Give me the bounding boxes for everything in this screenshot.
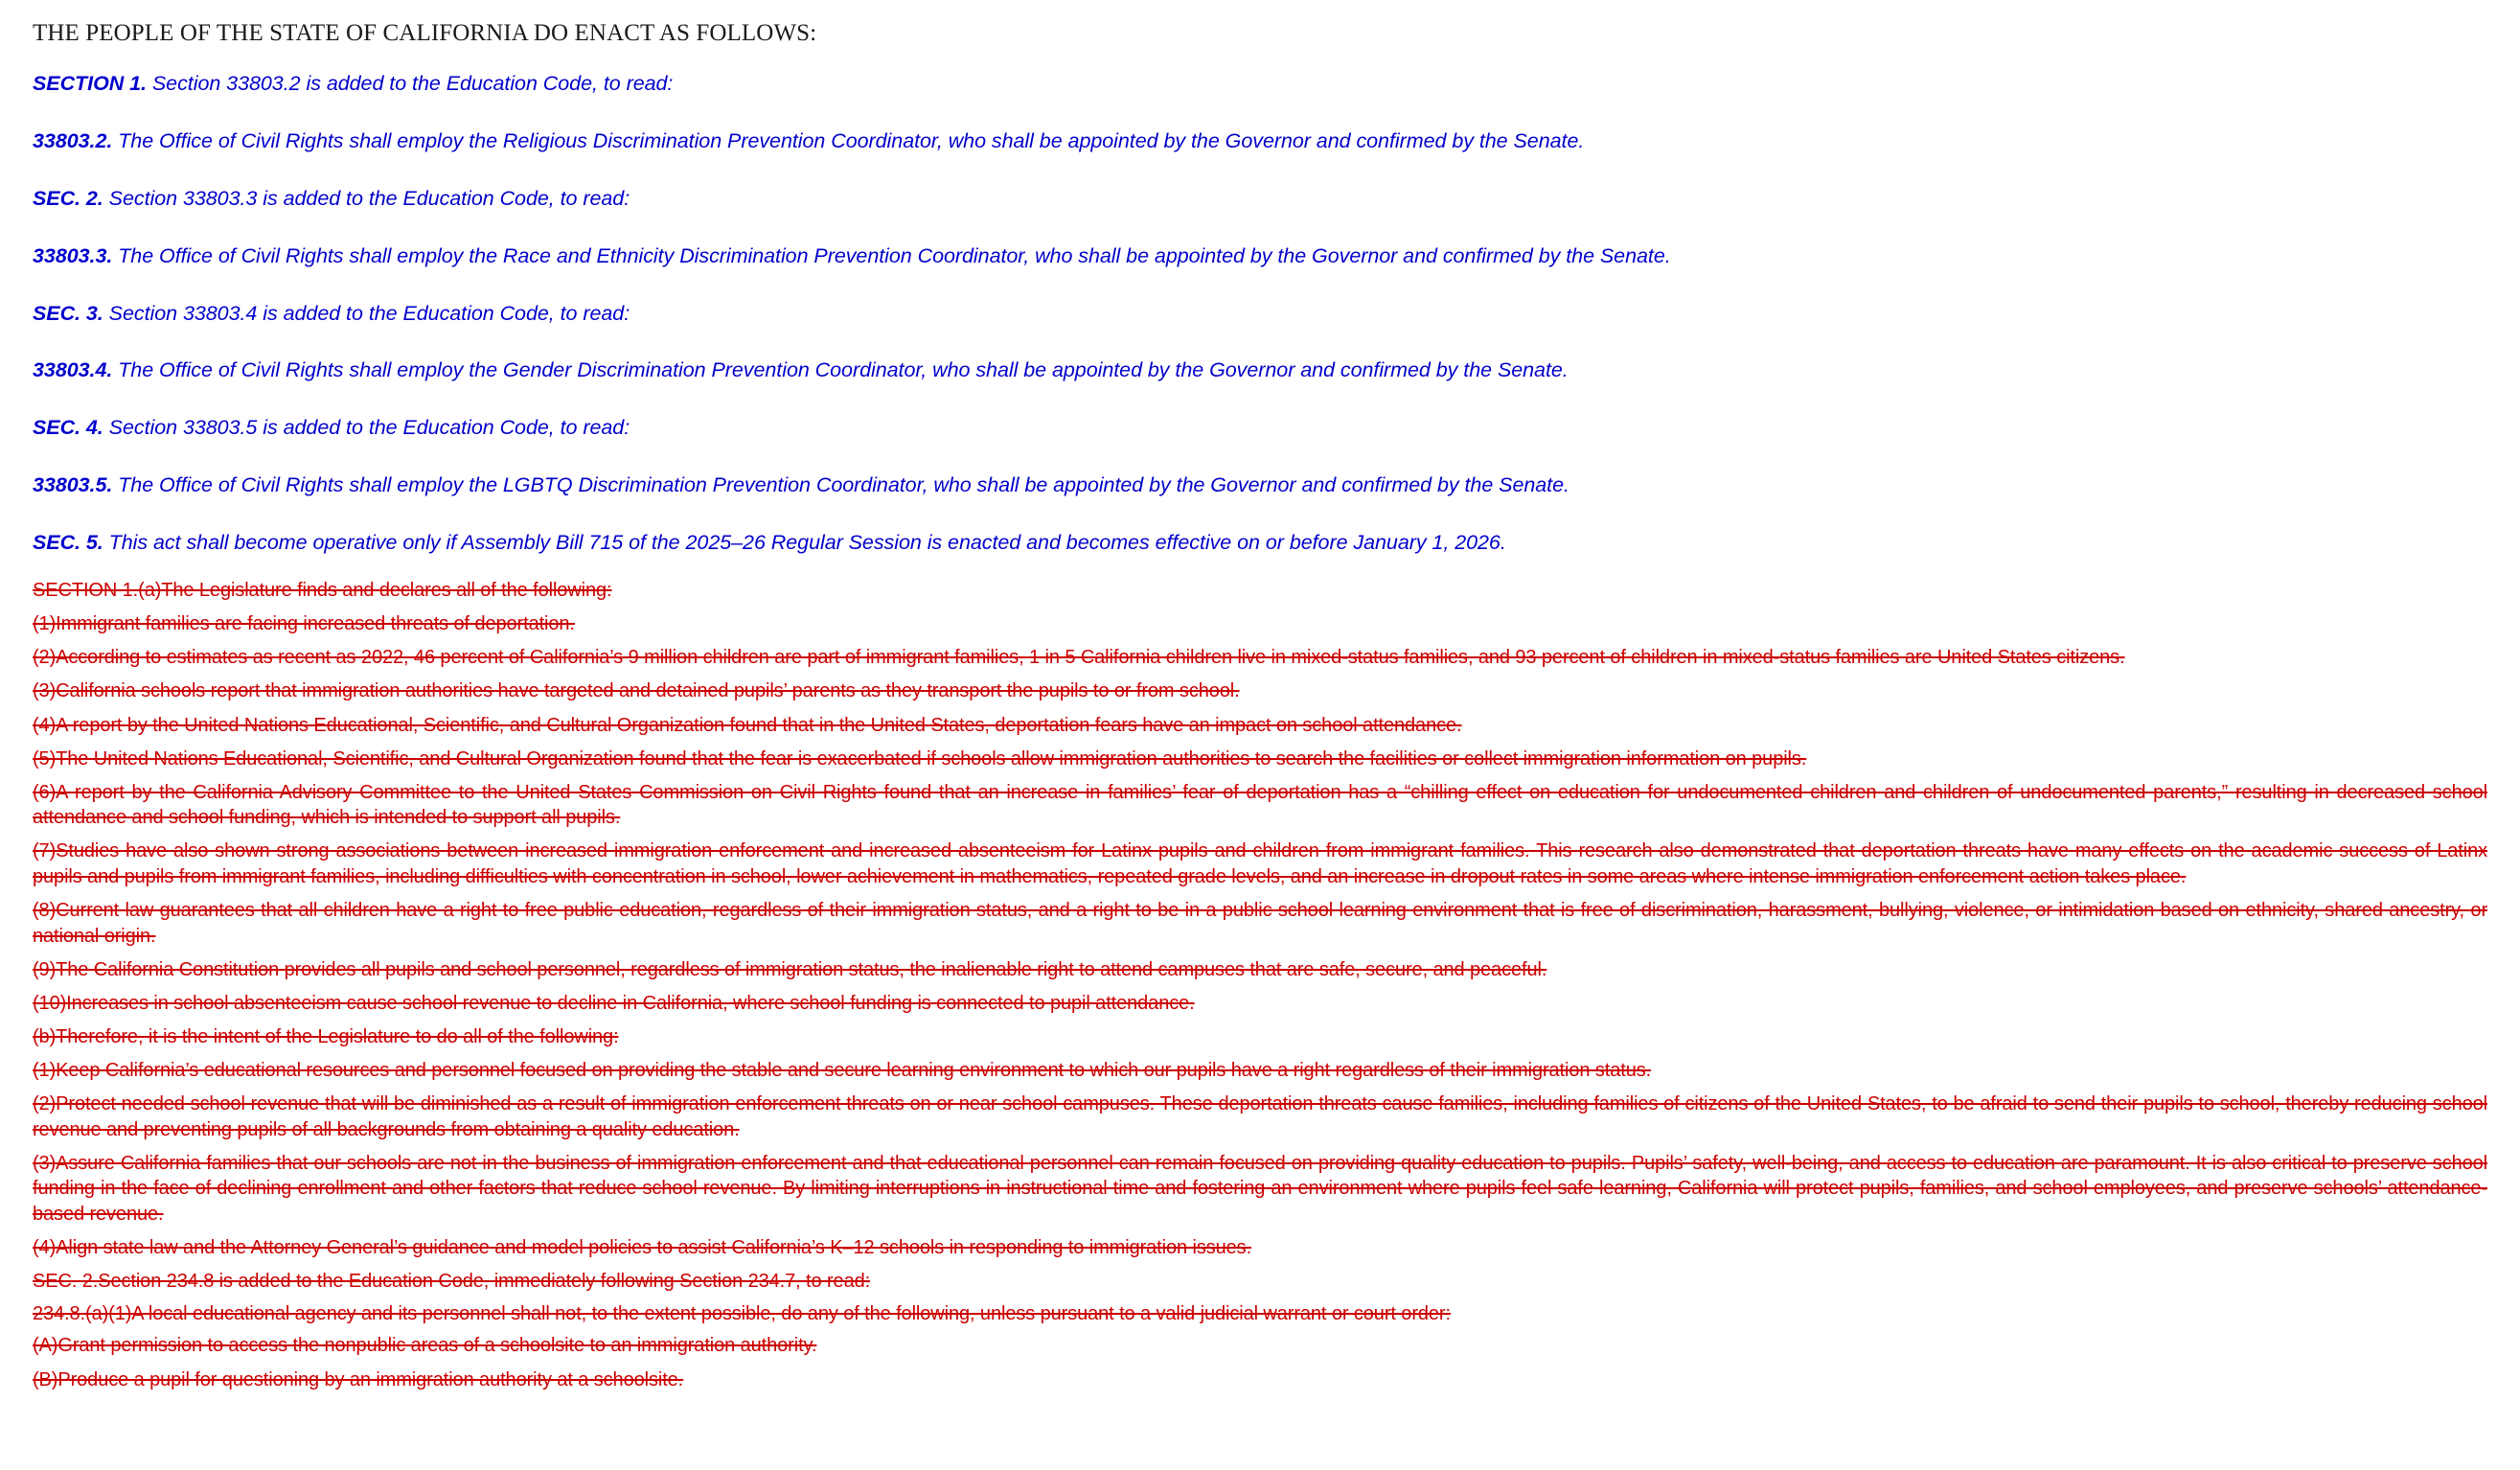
- section-label: SEC. 4.: [33, 416, 103, 440]
- struck-paragraph: SEC. 2.Section 234.8 is added to the Education Code, immediately following Section 234.7, to read:: [33, 1271, 871, 1293]
- struck-paragraph: (3)California schools report that immigration authorities have targeted and detained pupils’ parents as they transport the pupils to or from school.: [33, 680, 1240, 702]
- section-label: 33803.5.: [33, 473, 113, 497]
- section-text: Section 33803.3 is added to the Education Code, to read:: [103, 186, 630, 210]
- enacting-clause: THE PEOPLE OF THE STATE OF CALIFORNIA DO ENACT AS FOLLOWS:: [33, 20, 817, 46]
- struck-paragraph: (B)Produce a pupil for questioning by an immigration authority at a schoolsite.: [33, 1368, 684, 1390]
- added-sections-container: [33, 71, 2487, 557]
- struck-paragraph: SECTION 1.(a)The Legislature finds and declares all of the following:: [33, 580, 612, 602]
- added-section-paragraph: [33, 472, 2487, 499]
- struck-text-container: [33, 578, 2487, 1392]
- added-section-paragraph: [33, 128, 2487, 155]
- struck-paragraph: (A)Grant permission to access the nonpublic areas of a schoolsite to an immigration authority.: [33, 1335, 817, 1357]
- added-section-paragraph: [33, 415, 2487, 442]
- struck-paragraph: (9)The California Constitution provides all pupils and school personnel, regardless of immigration status, the inalienable right to attend campuses that are safe, secure, and peaceful.: [33, 958, 1547, 980]
- struck-paragraph: (7)Studies have also shown strong associations between increased immigration enforcement and increased absenteeism for Latinx pupils and children from immigrant families. This research also demonstrated that deportation threats have many effects on the academic success of Latinx pupils and pupils from immigrant families, including difficulties with concentration in school, lower achievement in mathematics, repeated grade levels, and an increase in dropout rates in some areas where intense immigration enforcement action takes place.: [33, 840, 2487, 888]
- struck-paragraph: (b)Therefore, it is the intent of the Legislature to do all of the following:: [33, 1026, 619, 1047]
- section-text: The Office of Civil Rights shall employ the Gender Discrimination Prevention Coordinator, who shall be appointed by the Governor and confirmed by the Senate.: [112, 358, 1569, 382]
- section-label: 33803.4.: [33, 358, 113, 382]
- section-text: The Office of Civil Rights shall employ the LGBTQ Discrimination Prevention Coordinator, who shall be appointed by the Governor and confirmed by the Senate.: [112, 473, 1569, 497]
- struck-paragraph: (10)Increases in school absenteeism cause school revenue to decline in California, where school funding is connected to pupil attendance.: [33, 992, 1195, 1014]
- section-text: Section 33803.4 is added to the Education Code, to read:: [103, 301, 630, 325]
- struck-paragraph: (3)Assure California families that our schools are not in the business of immigration enforcement and that educational personnel can remain focused on providing quality education to pupils. Pupils’ safety, well-being, and access to education are paramount. It is also critical to preserve school funding in the face of declining enrollment and other factors that reduce school revenue. By limiting interruptions in instructional time and fostering an environment where pupils feel safe learning, California will protect pupils, families, and school employees, and preserve schools’ attendance-based revenue.: [33, 1152, 2487, 1226]
- section-text: Section 33803.2 is added to the Education Code, to read:: [146, 71, 674, 95]
- added-section-paragraph: [33, 301, 2487, 328]
- struck-paragraph: (1)Keep California’s educational resources and personnel focused on providing the stable and secure learning environment to which our pupils have a right regardless of their immigration status.: [33, 1060, 1652, 1082]
- added-section-paragraph: [33, 243, 2487, 270]
- section-label: SEC. 2.: [33, 186, 103, 210]
- added-section-paragraph: [33, 186, 2487, 213]
- section-text: The Office of Civil Rights shall employ the Religious Discrimination Prevention Coordinator, who shall be appointed by the Governor and confirmed by the Senate.: [112, 128, 1585, 152]
- added-section-paragraph: [33, 71, 2487, 98]
- added-section-paragraph: [33, 357, 2487, 384]
- struck-paragraph: (2)According to estimates as recent as 2022, 46 percent of California’s 9 million children are part of immigrant families, 1 in 5 California children live in mixed-status families, and 93 percent of children in mixed-status families are United States citizens.: [33, 647, 2125, 669]
- struck-paragraph: (4)A report by the United Nations Educational, Scientific, and Cultural Organization found that in the United States, deportation fears have an impact on school attendance.: [33, 714, 1462, 736]
- section-label: 33803.2.: [33, 128, 113, 152]
- section-text: This act shall become operative only if Assembly Bill 715 of the 2025–26 Regular Session is enacted and becomes effective on or before January 1, 2026.: [103, 531, 1506, 555]
- added-section-paragraph: [33, 530, 2487, 557]
- struck-paragraph: (4)Align state law and the Attorney General’s guidance and model policies to assist California’s K–12 schools in responding to immigration issues.: [33, 1237, 1252, 1259]
- struck-paragraph: (8)Current law guarantees that all children have a right to free public education, regardless of their immigration status, and a right to be in a public school learning environment that is free of discrimination, harassment, bullying, violence, or intimidation based on ethnicity, shared ancestry, or national origin.: [33, 900, 2487, 947]
- struck-paragraph: (2)Protect needed school revenue that will be diminished as a result of immigration enforcement threats on or near school campuses. These deportation threats cause families, including families of citizens of the United States, to be afraid to send their pupils to school, thereby reducing school revenue and preventing pupils of all backgrounds from obtaining a quality education.: [33, 1093, 2487, 1140]
- struck-paragraph: (5)The United Nations Educational, Scientific, and Cultural Organization found that the fear is exacerbated if schools allow immigration authorities to search the facilities or collect immigration information on pupils.: [33, 747, 1807, 769]
- section-label: SEC. 5.: [33, 531, 103, 555]
- struck-paragraph: 234.8.(a)(1)A local educational agency and its personnel shall not, to the extent possible, do any of the following, unless pursuant to a valid judicial warrant or court order:: [33, 1302, 1451, 1324]
- section-text: Section 33803.5 is added to the Education Code, to read:: [103, 416, 630, 440]
- section-label: 33803.3.: [33, 243, 113, 267]
- section-label: SEC. 3.: [33, 301, 103, 325]
- section-label: SECTION 1.: [33, 71, 147, 95]
- struck-paragraph: (1)Immigrant families are facing increased threats of deportation.: [33, 613, 575, 635]
- struck-paragraph: (6)A report by the California Advisory Committee to the United States Commission on Civil Rights found that an increase in families’ fear of deportation has a “chilling effect on education for undocumented children and children of undocumented parents,” resulting in decreased school attendance and school funding, which is intended to support all pupils.: [33, 781, 2487, 829]
- section-text: The Office of Civil Rights shall employ the Race and Ethnicity Discrimination Prevention Coordinator, who shall be appointed by the Governor and confirmed by the Senate.: [112, 243, 1671, 267]
